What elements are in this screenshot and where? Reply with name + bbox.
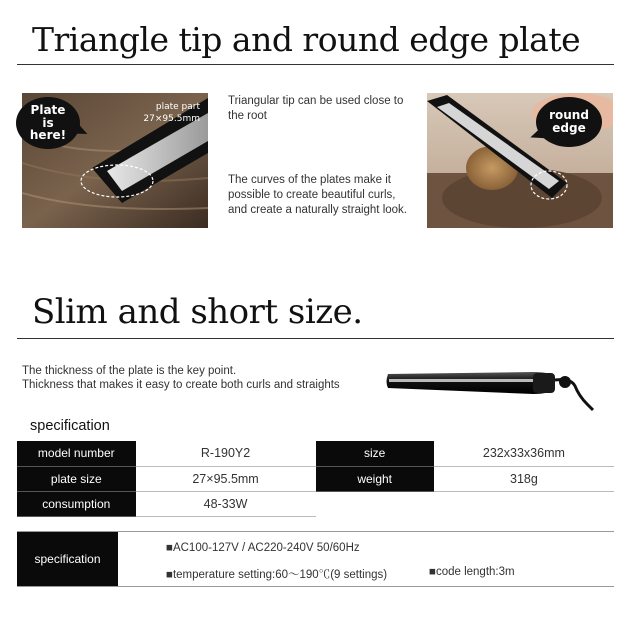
code-length-spec: ■code length:3m <box>429 566 515 578</box>
caption-triangular-tip: Triangular tip can be used close to the root <box>228 95 404 122</box>
spec-table <box>17 441 614 517</box>
size-value: 232x33x36mm <box>434 441 614 466</box>
table-row <box>17 441 614 466</box>
spec-details-label: specification <box>17 532 118 586</box>
power-spec: ■AC100-127V / AC220-240V 50/60Hz <box>166 542 360 554</box>
thickness-desc-line2: Thickness that makes it easy to create both curls and straights <box>22 379 340 391</box>
table-row <box>17 491 614 516</box>
plate-is-here-bubble: Plate is here! <box>16 97 80 149</box>
model-number-value: R-190Y2 <box>136 441 316 466</box>
caption-curves: The curves of the plates make it possible to create beautiful curls, and create a naturally straight look. <box>228 174 407 216</box>
section-title-size: Slim and short size. <box>32 292 363 332</box>
title-underline <box>17 64 614 65</box>
hair-iron-product-image <box>383 360 603 420</box>
plate-size-label: plate size <box>17 466 136 491</box>
table-row <box>17 466 614 491</box>
spec-details-block <box>17 531 614 587</box>
plate-part-label: plate part <box>155 102 200 112</box>
section-title-plate: Triangle tip and round edge plate <box>32 20 581 59</box>
weight-label: weight <box>316 466 434 491</box>
hair-iron-illustration <box>383 360 603 420</box>
spec-heading: specification <box>30 418 110 434</box>
size-label: size <box>316 441 434 466</box>
consumption-value: 48-33W <box>136 491 316 516</box>
weight-value: 318g <box>434 466 614 491</box>
plate-size-value: 27×95.5mm <box>136 466 316 491</box>
thickness-desc-line1: The thickness of the plate is the key point. <box>22 365 237 377</box>
model-number-label: model number <box>17 441 136 466</box>
size-title-underline <box>17 338 614 339</box>
consumption-label: consumption <box>17 491 136 516</box>
temperature-spec: ■temperature setting:60～190℃(9 settings) <box>166 569 388 581</box>
plate-part-size: 27×95.5mm <box>143 114 200 124</box>
round-edge-bubble: round edge <box>536 97 602 147</box>
